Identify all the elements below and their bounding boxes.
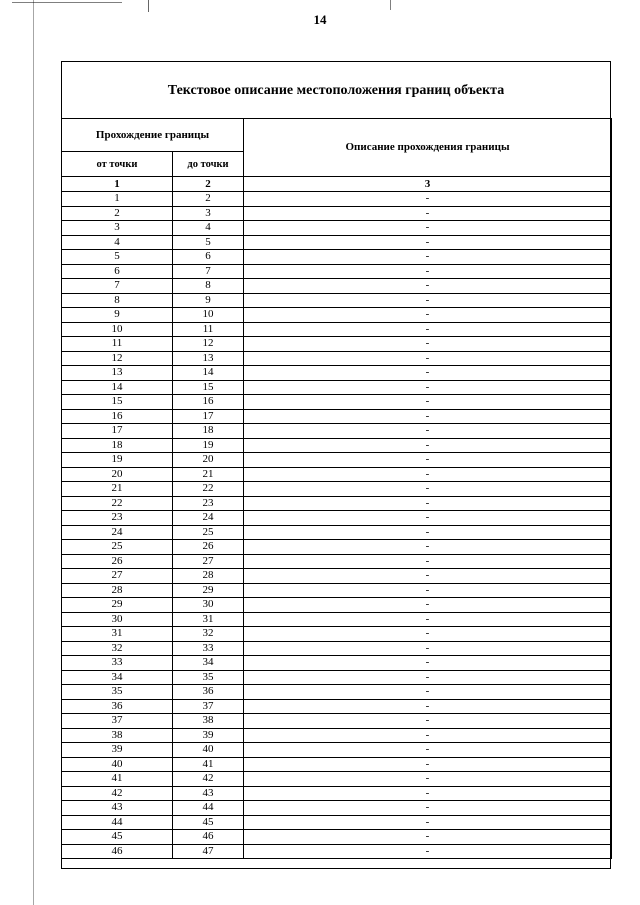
table-row — [62, 308, 612, 323]
from-point-cell: 39 — [62, 743, 173, 758]
table-row — [62, 250, 612, 265]
table-row — [62, 264, 612, 279]
description-cell: - — [244, 757, 612, 772]
description-cell: - — [244, 424, 612, 439]
to-point-cell: 47 — [173, 844, 244, 859]
to-point-cell: 9 — [173, 293, 244, 308]
table-row — [62, 801, 612, 816]
description-cell: - — [244, 743, 612, 758]
description-cell: - — [244, 264, 612, 279]
from-point-cell: 16 — [62, 409, 173, 424]
to-point-cell: 25 — [173, 525, 244, 540]
description-cell: - — [244, 583, 612, 598]
from-point-cell: 2 — [62, 206, 173, 221]
table-body — [62, 192, 612, 859]
to-point-cell: 18 — [173, 424, 244, 439]
table-row — [62, 699, 612, 714]
from-point-cell: 7 — [62, 279, 173, 294]
table-row — [62, 627, 612, 642]
to-point-cell: 20 — [173, 453, 244, 468]
from-point-cell: 19 — [62, 453, 173, 468]
from-point-cell: 38 — [62, 728, 173, 743]
to-point-cell: 42 — [173, 772, 244, 787]
to-point-cell: 6 — [173, 250, 244, 265]
to-point-cell: 33 — [173, 641, 244, 656]
description-cell: - — [244, 728, 612, 743]
table-row — [62, 192, 612, 207]
description-cell: - — [244, 351, 612, 366]
column-number: 2 — [173, 177, 244, 192]
table-row — [62, 293, 612, 308]
to-point-cell: 17 — [173, 409, 244, 424]
to-point-cell: 12 — [173, 337, 244, 352]
table-row — [62, 482, 612, 497]
table-row — [62, 279, 612, 294]
to-point-cell: 3 — [173, 206, 244, 221]
table-row — [62, 728, 612, 743]
description-cell: - — [244, 830, 612, 845]
table-row — [62, 786, 612, 801]
scan-mark-top-right — [390, 0, 391, 10]
from-point-cell: 45 — [62, 830, 173, 845]
description-cell: - — [244, 395, 612, 410]
description-cell: - — [244, 438, 612, 453]
table-row — [62, 351, 612, 366]
table-row — [62, 612, 612, 627]
to-point-cell: 43 — [173, 786, 244, 801]
from-point-cell: 42 — [62, 786, 173, 801]
from-point-cell: 44 — [62, 815, 173, 830]
table-row — [62, 641, 612, 656]
description-cell: - — [244, 699, 612, 714]
to-point-cell: 19 — [173, 438, 244, 453]
to-point-cell: 5 — [173, 235, 244, 250]
table-row — [62, 554, 612, 569]
from-point-cell: 46 — [62, 844, 173, 859]
to-point-cell: 4 — [173, 221, 244, 236]
from-point-cell: 20 — [62, 467, 173, 482]
description-cell: - — [244, 554, 612, 569]
description-cell: - — [244, 772, 612, 787]
from-point-cell: 14 — [62, 380, 173, 395]
table-row — [62, 511, 612, 526]
description-cell: - — [244, 685, 612, 700]
table-row — [62, 743, 612, 758]
table-row — [62, 844, 612, 859]
from-point-cell: 23 — [62, 511, 173, 526]
from-point-cell: 3 — [62, 221, 173, 236]
to-point-cell: 40 — [173, 743, 244, 758]
from-point-cell: 21 — [62, 482, 173, 497]
from-point-cell: 10 — [62, 322, 173, 337]
header-description: Описание прохождения границы — [244, 119, 612, 177]
description-cell: - — [244, 366, 612, 381]
description-cell: - — [244, 801, 612, 816]
description-cell: - — [244, 815, 612, 830]
scan-mark-top-left — [12, 2, 122, 3]
description-cell: - — [244, 206, 612, 221]
from-point-cell: 22 — [62, 496, 173, 511]
to-point-cell: 44 — [173, 801, 244, 816]
from-point-cell: 12 — [62, 351, 173, 366]
table-row — [62, 583, 612, 598]
from-point-cell: 29 — [62, 598, 173, 613]
description-cell: - — [244, 656, 612, 671]
description-cell: - — [244, 380, 612, 395]
description-cell: - — [244, 612, 612, 627]
from-point-cell: 8 — [62, 293, 173, 308]
to-point-cell: 2 — [173, 192, 244, 207]
description-cell: - — [244, 308, 612, 323]
from-point-cell: 9 — [62, 308, 173, 323]
table-row — [62, 772, 612, 787]
to-point-cell: 29 — [173, 583, 244, 598]
header-boundary-pass: Прохождение границы — [62, 119, 244, 152]
from-point-cell: 26 — [62, 554, 173, 569]
table-row — [62, 496, 612, 511]
table-row — [62, 467, 612, 482]
table-row — [62, 656, 612, 671]
description-cell: - — [244, 844, 612, 859]
description-cell: - — [244, 569, 612, 584]
from-point-cell: 1 — [62, 192, 173, 207]
from-point-cell: 4 — [62, 235, 173, 250]
description-cell: - — [244, 511, 612, 526]
table-row — [62, 540, 612, 555]
from-point-cell: 37 — [62, 714, 173, 729]
to-point-cell: 37 — [173, 699, 244, 714]
to-point-cell: 7 — [173, 264, 244, 279]
from-point-cell: 17 — [62, 424, 173, 439]
from-point-cell: 24 — [62, 525, 173, 540]
document-title: Текстовое описание местоположения границ объекта — [167, 83, 505, 98]
description-cell: - — [244, 337, 612, 352]
table-row — [62, 757, 612, 772]
description-cell: - — [244, 467, 612, 482]
description-cell: - — [244, 221, 612, 236]
from-point-cell: 6 — [62, 264, 173, 279]
to-point-cell: 22 — [173, 482, 244, 497]
table-row — [62, 380, 612, 395]
description-cell: - — [244, 627, 612, 642]
from-point-cell: 35 — [62, 685, 173, 700]
description-cell: - — [244, 279, 612, 294]
to-point-cell: 41 — [173, 757, 244, 772]
from-point-cell: 5 — [62, 250, 173, 265]
table-row — [62, 815, 612, 830]
table-row — [62, 598, 612, 613]
scan-mark-left — [33, 0, 34, 905]
boundary-table — [61, 118, 612, 859]
from-point-cell: 34 — [62, 670, 173, 685]
to-point-cell: 46 — [173, 830, 244, 845]
table-row — [62, 337, 612, 352]
to-point-cell: 39 — [173, 728, 244, 743]
description-cell: - — [244, 453, 612, 468]
table-row — [62, 670, 612, 685]
table-row — [62, 221, 612, 236]
description-cell: - — [244, 293, 612, 308]
to-point-cell: 13 — [173, 351, 244, 366]
to-point-cell: 11 — [173, 322, 244, 337]
to-point-cell: 28 — [173, 569, 244, 584]
table-row — [62, 424, 612, 439]
description-cell: - — [244, 482, 612, 497]
table-row — [62, 322, 612, 337]
description-cell: - — [244, 322, 612, 337]
page-number: 14 — [313, 12, 327, 27]
description-cell: - — [244, 641, 612, 656]
description-cell: - — [244, 525, 612, 540]
to-point-cell: 21 — [173, 467, 244, 482]
header-from-point: от точки — [62, 152, 173, 177]
to-point-cell: 27 — [173, 554, 244, 569]
header-to-point: до точки — [173, 152, 244, 177]
from-point-cell: 13 — [62, 366, 173, 381]
from-point-cell: 25 — [62, 540, 173, 555]
description-cell: - — [244, 714, 612, 729]
to-point-cell: 45 — [173, 815, 244, 830]
table-row — [62, 453, 612, 468]
table-row — [62, 409, 612, 424]
table-row — [62, 525, 612, 540]
table-row — [62, 714, 612, 729]
table-row — [62, 235, 612, 250]
to-point-cell: 26 — [173, 540, 244, 555]
from-point-cell: 30 — [62, 612, 173, 627]
table-row — [62, 206, 612, 221]
description-cell: - — [244, 409, 612, 424]
table-row — [62, 395, 612, 410]
column-number: 3 — [244, 177, 612, 192]
from-point-cell: 43 — [62, 801, 173, 816]
from-point-cell: 15 — [62, 395, 173, 410]
from-point-cell: 33 — [62, 656, 173, 671]
column-number: 1 — [62, 177, 173, 192]
description-cell: - — [244, 496, 612, 511]
to-point-cell: 31 — [173, 612, 244, 627]
from-point-cell: 18 — [62, 438, 173, 453]
scan-mark-top — [148, 0, 149, 12]
to-point-cell: 8 — [173, 279, 244, 294]
to-point-cell: 35 — [173, 670, 244, 685]
to-point-cell: 32 — [173, 627, 244, 642]
to-point-cell: 10 — [173, 308, 244, 323]
to-point-cell: 14 — [173, 366, 244, 381]
to-point-cell: 23 — [173, 496, 244, 511]
description-cell: - — [244, 670, 612, 685]
description-cell: - — [244, 598, 612, 613]
table-row — [62, 685, 612, 700]
from-point-cell: 28 — [62, 583, 173, 598]
from-point-cell: 41 — [62, 772, 173, 787]
to-point-cell: 38 — [173, 714, 244, 729]
from-point-cell: 36 — [62, 699, 173, 714]
table-row — [62, 438, 612, 453]
description-cell: - — [244, 235, 612, 250]
description-cell: - — [244, 540, 612, 555]
to-point-cell: 34 — [173, 656, 244, 671]
to-point-cell: 15 — [173, 380, 244, 395]
from-point-cell: 27 — [62, 569, 173, 584]
from-point-cell: 11 — [62, 337, 173, 352]
from-point-cell: 40 — [62, 757, 173, 772]
to-point-cell: 24 — [173, 511, 244, 526]
table-row — [62, 569, 612, 584]
table-row — [62, 830, 612, 845]
table-row — [62, 366, 612, 381]
to-point-cell: 30 — [173, 598, 244, 613]
description-cell: - — [244, 786, 612, 801]
to-point-cell: 36 — [173, 685, 244, 700]
to-point-cell: 16 — [173, 395, 244, 410]
description-cell: - — [244, 250, 612, 265]
from-point-cell: 32 — [62, 641, 173, 656]
description-cell: - — [244, 192, 612, 207]
from-point-cell: 31 — [62, 627, 173, 642]
